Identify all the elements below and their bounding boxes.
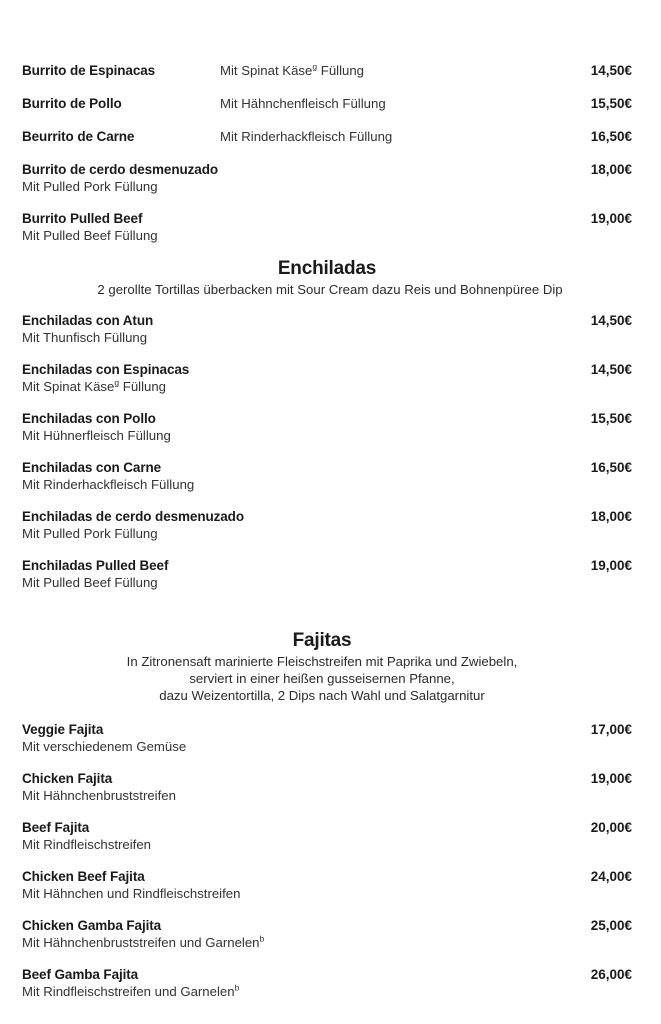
item-description [22, 788, 176, 803]
section-header-fajitas [22, 629, 632, 704]
item-description-row [22, 178, 632, 195]
item-description-row [22, 329, 632, 346]
item-description-tail: Füllung [119, 379, 167, 394]
item-description-row [22, 227, 632, 244]
menu-item-topline [22, 868, 632, 885]
item-description-row [22, 574, 632, 591]
subtitle-line: 2 gerollte Tortillas überbacken mit Sour Cream dazu Reis und Bohnenpüree Dip [97, 282, 563, 297]
item-description [220, 95, 386, 112]
menu-item-topline [22, 819, 632, 836]
menu-item [22, 161, 632, 195]
menu-item-topline [22, 410, 632, 427]
item-price: 20,00€ [590, 820, 632, 835]
item-price: 15,50€ [590, 411, 632, 426]
menu-item-topline [22, 210, 632, 227]
subtitle-line: In Zitronensaft marinierte Fleischstreifen mit Paprika und Zwiebeln, [126, 654, 518, 669]
menu-item [22, 62, 632, 79]
item-description-row [22, 787, 632, 804]
menu-item [22, 312, 632, 346]
item-description-text: Mit Hähnchenbruststreifen und Garnelen [22, 935, 260, 950]
item-price: 24,00€ [590, 869, 632, 884]
subtitle-line: serviert in einer heißen gusseisernen Pfanne, [189, 671, 455, 686]
item-description-row [22, 476, 632, 493]
menu-item [22, 459, 632, 493]
item-description [22, 428, 171, 443]
item-price: 14,50€ [590, 63, 632, 78]
section-title-enchiladas: Enchiladas [277, 258, 377, 279]
menu-item-topline [22, 721, 632, 738]
menu-item [22, 966, 632, 1000]
menu-item [22, 95, 632, 112]
item-name: Enchiladas Pulled Beef [22, 558, 169, 573]
menu-item-topline [22, 917, 632, 934]
item-name: Enchiladas con Pollo [22, 411, 156, 426]
item-description [22, 330, 147, 345]
menu-item-topline [22, 161, 632, 178]
item-name: Veggie Fajita [22, 722, 104, 737]
menu-item-topline [22, 508, 632, 525]
menu-item-topline [22, 128, 632, 145]
item-description [22, 228, 158, 243]
section-subtitle-fajitas [12, 653, 632, 704]
item-name: Burrito Pulled Beef [22, 211, 143, 226]
item-price: 18,00€ [590, 162, 632, 177]
item-price: 15,50€ [590, 96, 632, 111]
menu-item [22, 210, 632, 244]
menu-items-fajitas [22, 721, 632, 1000]
item-price: 18,00€ [590, 509, 632, 524]
menu-item [22, 410, 632, 444]
item-description-row [22, 378, 632, 395]
item-description-text: Mit Hähnchen und Rindfleischstreifen [22, 886, 241, 901]
menu-section-fajitas [22, 629, 632, 1000]
item-description [22, 739, 186, 754]
item-name: Enchiladas de cerdo desmenuzado [22, 509, 244, 524]
item-description-text: Mit Hähnchenfleisch Füllung [220, 96, 386, 111]
item-name: Burrito de Pollo [22, 96, 122, 111]
item-description-text: Mit Rindfleischstreifen [22, 837, 151, 852]
section-title-fajitas: Fajitas [292, 630, 352, 651]
item-description-text: Mit Spinat Käse [22, 379, 115, 394]
item-description [22, 379, 166, 394]
item-name: Beef Gamba Fajita [22, 967, 139, 982]
item-price: 16,50€ [590, 129, 632, 144]
menu-items-burritos [22, 62, 632, 244]
section-header-enchiladas [22, 257, 632, 298]
item-description-text: Mit Pulled Beef Füllung [22, 575, 158, 590]
item-description-row [22, 836, 632, 853]
menu-item-topline [22, 966, 632, 983]
menu-item [22, 721, 632, 755]
item-description [22, 935, 264, 950]
item-description-text: Mit Rinderhackfleisch Füllung [220, 129, 393, 144]
item-description [22, 179, 158, 194]
item-price: 26,00€ [590, 967, 632, 982]
item-description-text: Mit Rindfleischstreifen und Garnelen [22, 984, 235, 999]
menu-item-topline [22, 312, 632, 329]
menu-item [22, 128, 632, 145]
item-description [22, 526, 158, 541]
menu-item [22, 508, 632, 542]
item-name: Enchiladas con Espinacas [22, 362, 190, 377]
menu-item [22, 770, 632, 804]
item-description-text: Mit Pulled Pork Füllung [22, 179, 158, 194]
item-name: Beurrito de Carne [22, 129, 135, 144]
menu-item-topline [22, 95, 632, 112]
item-description-text: Mit Pulled Beef Füllung [22, 228, 158, 243]
item-description [22, 575, 158, 590]
item-description [220, 62, 364, 79]
item-description-text: Mit Hühnerfleisch Füllung [22, 428, 171, 443]
menu-item-topline [22, 361, 632, 378]
item-description-text: Mit verschiedenem Gemüse [22, 739, 187, 754]
item-description-text: Mit Thunfisch Füllung [22, 330, 148, 345]
item-description [22, 886, 240, 901]
menu-item [22, 819, 632, 853]
menu-items-enchiladas [22, 312, 632, 591]
menu-item-topline [22, 557, 632, 574]
menu-section-enchiladas [22, 257, 632, 591]
menu-item [22, 917, 632, 951]
item-name: Enchiladas con Atun [22, 313, 154, 328]
item-description [22, 984, 239, 999]
item-price: 17,00€ [590, 722, 632, 737]
item-name: Beef Fajita [22, 820, 90, 835]
item-description-row [22, 934, 632, 951]
menu-section-burritos [22, 62, 632, 244]
item-description-row [22, 738, 632, 755]
allergen-marker: b [259, 933, 265, 944]
item-description-row [22, 525, 632, 542]
item-price: 14,50€ [590, 313, 632, 328]
item-price: 16,50€ [590, 460, 632, 475]
allergen-marker: g [312, 61, 318, 72]
item-name: Burrito de Espinacas [22, 63, 156, 78]
item-description-tail: Füllung [317, 63, 365, 78]
menu-item [22, 361, 632, 395]
item-name: Enchiladas con Carne [22, 460, 162, 475]
item-price: 25,00€ [590, 918, 632, 933]
section-subtitle-enchiladas [28, 281, 632, 298]
item-price: 14,50€ [590, 362, 632, 377]
menu-item-topline [22, 459, 632, 476]
item-description-text: Mit Hähnchenbruststreifen [22, 788, 176, 803]
menu-item [22, 557, 632, 591]
item-description-row [22, 427, 632, 444]
item-name: Chicken Fajita [22, 771, 113, 786]
item-name: Chicken Beef Fajita [22, 869, 145, 884]
item-name: Burrito de cerdo desmenuzado [22, 162, 218, 177]
item-price: 19,00€ [590, 558, 632, 573]
item-description-row [22, 983, 632, 1000]
allergen-marker: g [114, 377, 120, 388]
menu-item-topline [22, 62, 632, 79]
item-description [220, 128, 392, 145]
menu-item [22, 868, 632, 902]
item-description-text: Mit Pulled Pork Füllung [22, 526, 158, 541]
subtitle-line: dazu Weizentortilla, 2 Dips nach Wahl und Salatgarnitur [159, 688, 485, 703]
item-price: 19,00€ [590, 211, 632, 226]
item-description-text: Mit Rinderhackfleisch Füllung [22, 477, 195, 492]
item-description [22, 477, 194, 492]
item-price: 19,00€ [590, 771, 632, 786]
item-description [22, 837, 151, 852]
item-description-text: Mit Spinat Käse [220, 63, 313, 78]
item-name: Chicken Gamba Fajita [22, 918, 162, 933]
menu-item-topline [22, 770, 632, 787]
item-description-row [22, 885, 632, 902]
allergen-marker: b [234, 982, 240, 993]
